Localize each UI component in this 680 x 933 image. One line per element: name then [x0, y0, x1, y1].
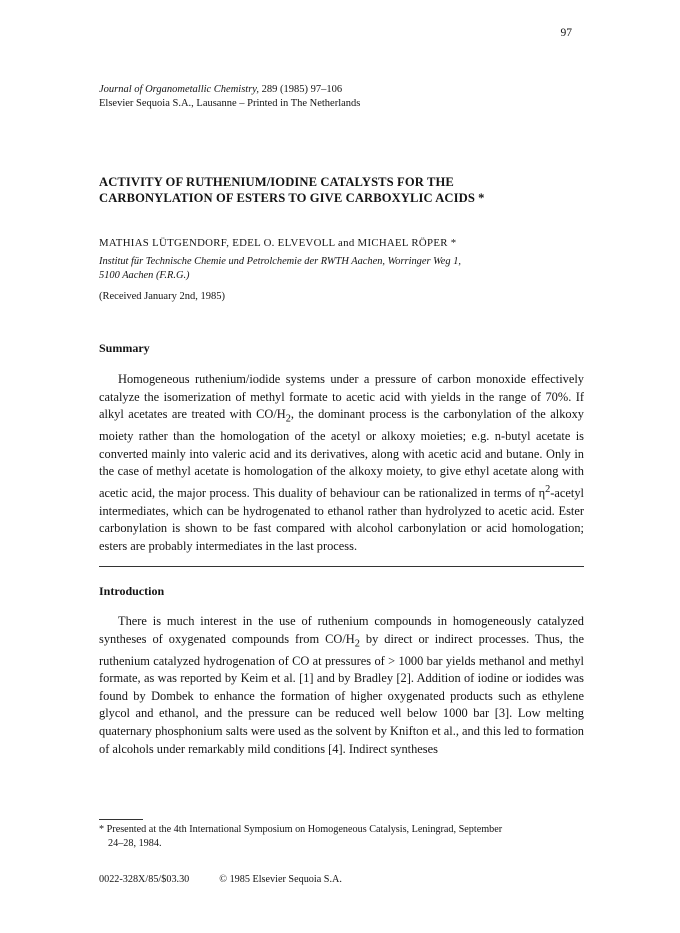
article-code: 0022-328X/85/$03.30	[99, 874, 190, 885]
affiliation-line-1: Institut für Technische Chemie und Petrolchemie der RWTH Aachen, Worringer Weg 1,	[99, 256, 461, 267]
summary-superscript: 2	[545, 484, 551, 496]
summary-text-a: Homogeneous ruthenium/iodide systems under a pressure of carbon monoxide effectively catalyze the isomerization of methyl formate to acetic acid with yields in the range of 70%. If alkyl acetates are treated with CO/H	[99, 372, 584, 422]
title-line-2: CARBONYLATION OF ESTERS TO GIVE CARBOXYLIC ACIDS *	[99, 191, 485, 205]
summary-heading: Summary	[99, 341, 150, 355]
footnote-rule	[99, 819, 143, 820]
bottom-code-line	[99, 874, 342, 885]
journal-header	[99, 83, 360, 110]
journal-citation: 289 (1985) 97–106	[261, 84, 343, 95]
introduction-heading: Introduction	[99, 584, 165, 598]
summary-text-c: -acetyl intermediates, which can be hydrogenated to ethanol rather than hydrolyzed to acetic acid. Ester carbonylation is shown to be fast compared with alcohol carbonylation or acid homologation; esters are probably intermediates in the last process.	[99, 486, 584, 553]
introduction-paragraph	[99, 613, 584, 758]
section-divider	[99, 566, 584, 567]
copyright: © 1985 Elsevier Sequoia S.A.	[219, 874, 342, 885]
authors: MATHIAS LÜTGENDORF, EDEL O. ELVEVOLL and MICHAEL RÖPER *	[99, 237, 457, 249]
intro-text-b: by direct or indirect processes. Thus, the ruthenium catalyzed hydrogenation of CO at pressures of > 1000 bar yields methanol and methyl formate, as was reported by Keim et al. [1] and by Bradley [2]. Addition of iodine or iodides was found by Dombek to enhance the formation of higher oxygenated products such as ethylene glycol and ethanol, and the pressure can be reduced well below 1000 bar [3]. Low melting quaternary phosphonium salts were used as the solvent by Knifton et al., and this led to formation of alcohols under remarkably mild conditions [4]. Indirect syntheses	[99, 631, 584, 756]
received-date: (Received January 2nd, 1985)	[99, 291, 225, 302]
footnote-line-2: 24–28, 1984.	[108, 838, 162, 849]
intro-subscript: 2	[354, 638, 360, 650]
title-line-1: ACTIVITY OF RUTHENIUM/IODINE CATALYSTS FOR THE	[99, 175, 454, 189]
journal-citation-line	[99, 83, 360, 97]
affiliation-line-2: 5100 Aachen (F.R.G.)	[99, 270, 190, 281]
summary-paragraph	[99, 371, 584, 556]
page-number: 97	[560, 27, 572, 39]
footnote	[99, 823, 584, 851]
journal-name: Journal of Organometallic Chemistry,	[99, 84, 260, 95]
summary-subscript: 2	[285, 413, 291, 425]
summary-text-b: , the dominant process is the carbonylation of the alkoxy moiety rather than the homologation of the acetyl or alkoxy moieties; e.g. n-butyl acetate is converted mainly into valeric acid and its derivatives, along with acetic acid and butane. Only in the case of methyl acetate is homologation of the alkoxy moiety, to give ethyl acetate along with acetic acid, the major process. This duality of behaviour can be rationalized in terms of η	[99, 407, 584, 501]
footnote-line-1: * Presented at the 4th International Symposium on Homogeneous Catalysis, Leningrad, September	[99, 824, 503, 835]
intro-text-a: There is much interest in the use of ruthenium compounds in homogeneously catalyzed syntheses of oxygenated compounds from CO/H	[99, 614, 584, 646]
affiliation	[99, 255, 461, 283]
article-title	[99, 174, 579, 206]
publisher-line: Elsevier Sequoia S.A., Lausanne – Printed in The Netherlands	[99, 97, 361, 109]
